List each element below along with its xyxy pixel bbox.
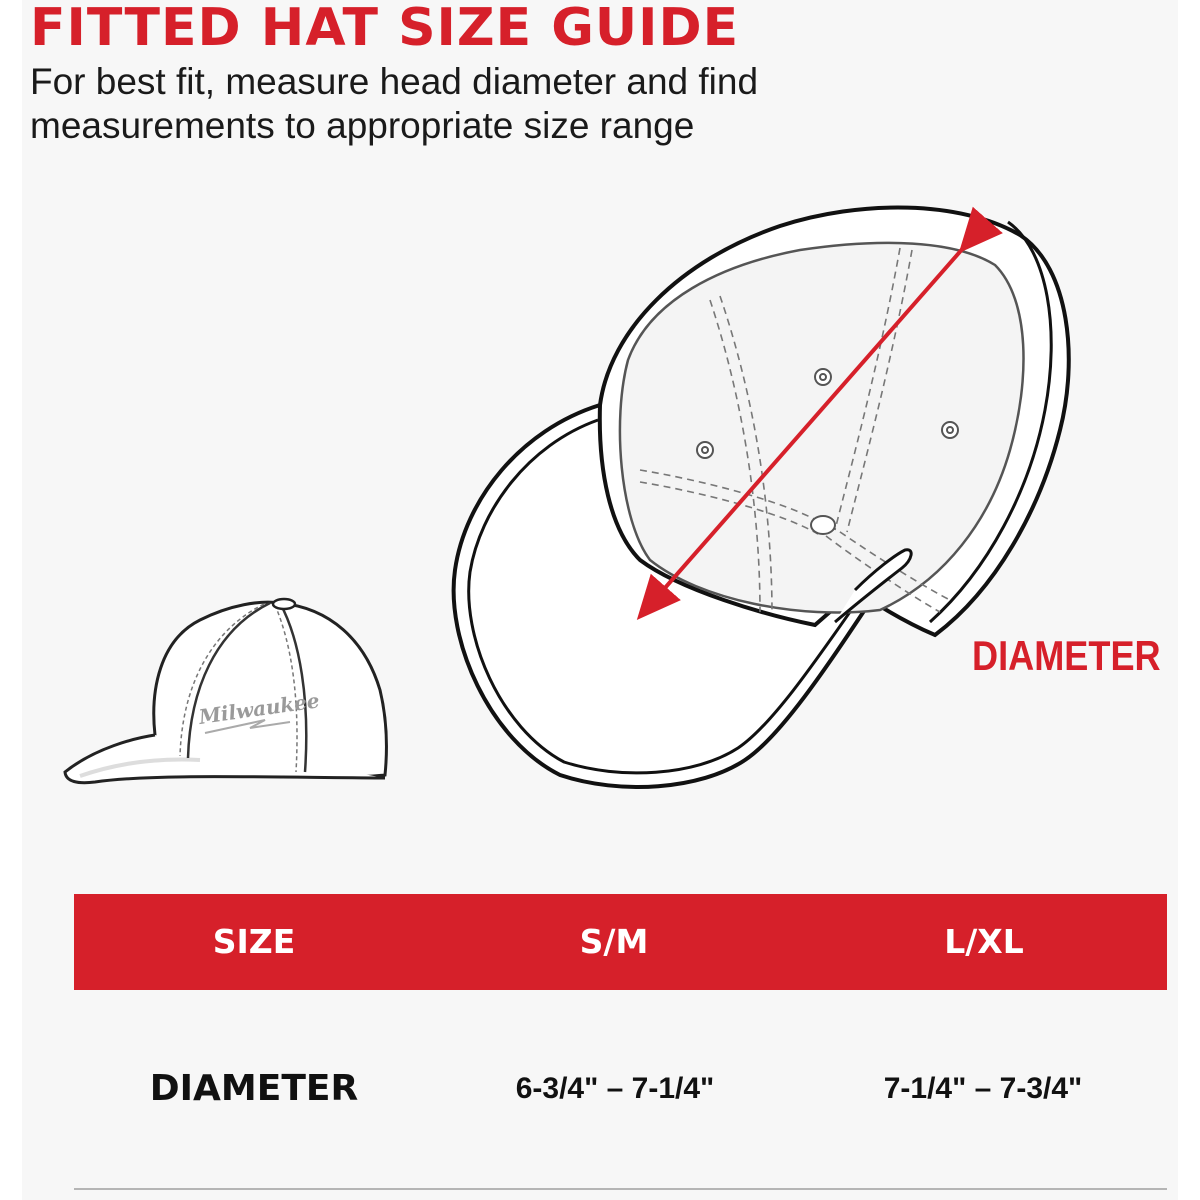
column-header-size: SIZE xyxy=(212,922,296,961)
baseball-cap-inside-icon xyxy=(454,208,1069,787)
brand-logo: Milwaukee xyxy=(197,688,321,729)
cell-lxl-diameter: 7-1/4" – 7-3/4" xyxy=(883,1072,1083,1105)
row-label-diameter: DIAMETER xyxy=(149,1068,359,1109)
table-bottom-divider xyxy=(74,1188,1167,1190)
diameter-callout: DIAMETER xyxy=(972,632,1161,679)
baseball-cap-side-icon xyxy=(65,599,386,783)
page-subtitle: For best fit, measure head diameter and find measurements to appropriate size range xyxy=(30,61,759,146)
page-title: FITTED HAT SIZE GUIDE xyxy=(30,0,740,58)
cell-sm-diameter: 6-3/4" – 7-1/4" xyxy=(515,1072,715,1105)
size-table-header xyxy=(74,894,1167,990)
column-header-sm: S/M xyxy=(579,922,649,961)
hat-illustration xyxy=(0,190,1200,830)
column-header-lxl: L/XL xyxy=(944,922,1024,961)
